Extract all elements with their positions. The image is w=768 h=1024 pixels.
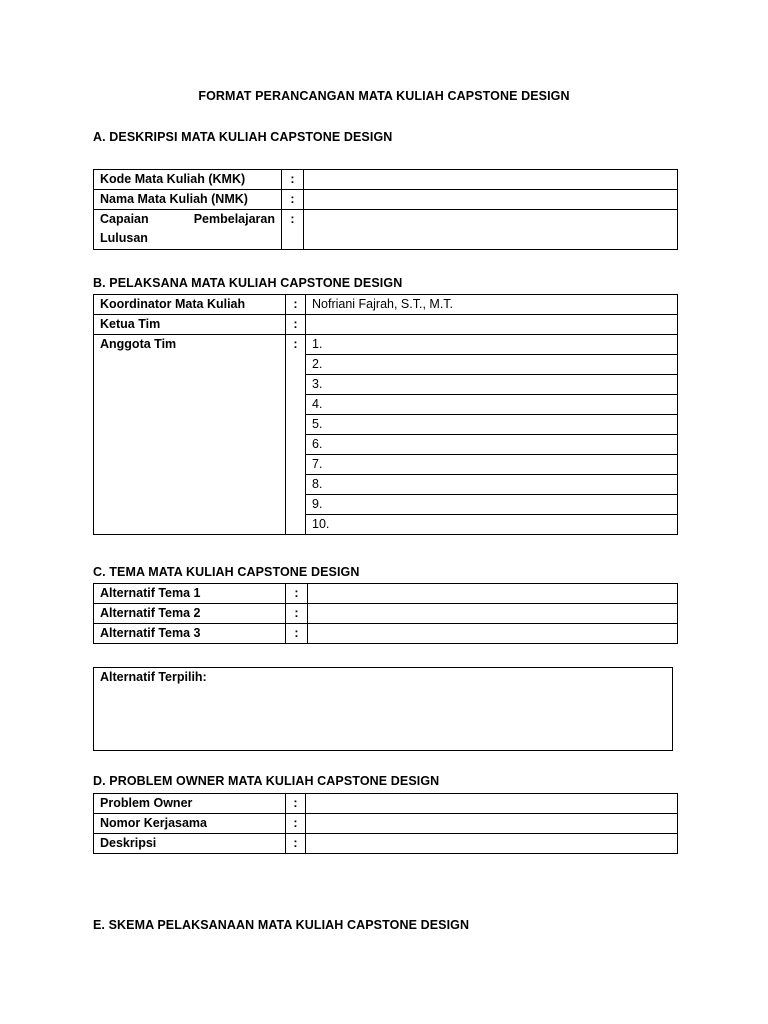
learning-outcomes-label-word2: Pembelajaran — [193, 212, 275, 226]
team-member-field-3[interactable]: 3. — [306, 375, 678, 395]
table-row — [94, 295, 678, 315]
table-row — [94, 190, 678, 210]
colon: : — [286, 794, 306, 814]
colon: : — [282, 190, 304, 210]
theme-1-label: Alternatif Tema 1 — [94, 584, 286, 604]
table-row — [94, 210, 678, 250]
colon: : — [282, 210, 304, 250]
theme-table — [93, 583, 678, 644]
team-member-field-2[interactable]: 2. — [306, 355, 678, 375]
learning-outcomes-label — [94, 210, 282, 250]
team-member-field-1[interactable]: 1. — [306, 335, 678, 355]
description-field[interactable] — [306, 834, 678, 854]
colon: : — [282, 170, 304, 190]
table-row — [94, 794, 678, 814]
team-members-label: Anggota Tim — [94, 335, 286, 535]
colon: : — [286, 584, 308, 604]
course-code-label: Kode Mata Kuliah (KMK) — [94, 170, 282, 190]
table-row — [94, 604, 678, 624]
section-b-heading: B. PELAKSANA MATA KULIAH CAPSTONE DESIGN — [93, 276, 403, 290]
page-title: FORMAT PERANCANGAN MATA KULIAH CAPSTONE DESIGN — [198, 89, 570, 103]
team-member-field-4[interactable]: 4. — [306, 395, 678, 415]
table-row — [94, 170, 678, 190]
agreement-number-field[interactable] — [306, 814, 678, 834]
problem-owner-table — [93, 793, 678, 854]
coordinator-label: Koordinator Mata Kuliah — [94, 295, 286, 315]
course-name-label: Nama Mata Kuliah (NMK) — [94, 190, 282, 210]
chosen-theme-field[interactable] — [93, 667, 673, 751]
table-row — [94, 315, 678, 335]
team-leader-label: Ketua Tim — [94, 315, 286, 335]
problem-owner-field[interactable] — [306, 794, 678, 814]
section-a-heading: A. DESKRIPSI MATA KULIAH CAPSTONE DESIGN — [93, 130, 393, 144]
colon: : — [286, 295, 306, 315]
learning-outcomes-label-word1: Capaian — [100, 212, 149, 226]
agreement-number-label: Nomor Kerjasama — [94, 814, 286, 834]
theme-2-field[interactable] — [308, 604, 678, 624]
theme-3-label: Alternatif Tema 3 — [94, 624, 286, 644]
learning-outcomes-field[interactable] — [304, 210, 678, 250]
table-row — [94, 335, 678, 355]
table-row — [94, 814, 678, 834]
chosen-theme-label: Alternatif Terpilih: — [100, 670, 207, 684]
colon: : — [286, 335, 306, 535]
description-label: Deskripsi — [94, 834, 286, 854]
colon: : — [286, 604, 308, 624]
team-member-field-5[interactable]: 5. — [306, 415, 678, 435]
theme-1-field[interactable] — [308, 584, 678, 604]
course-code-field[interactable] — [304, 170, 678, 190]
problem-owner-label: Problem Owner — [94, 794, 286, 814]
section-d-heading: D. PROBLEM OWNER MATA KULIAH CAPSTONE DESIGN — [93, 774, 440, 788]
team-member-field-6[interactable]: 6. — [306, 435, 678, 455]
team-member-field-10[interactable]: 10. — [306, 515, 678, 535]
theme-3-field[interactable] — [308, 624, 678, 644]
team-member-field-9[interactable]: 9. — [306, 495, 678, 515]
table-row — [94, 624, 678, 644]
colon: : — [286, 315, 306, 335]
table-row — [94, 584, 678, 604]
course-description-table — [93, 169, 678, 250]
colon: : — [286, 624, 308, 644]
section-c-heading: C. TEMA MATA KULIAH CAPSTONE DESIGN — [93, 565, 360, 579]
colon: : — [286, 834, 306, 854]
theme-2-label: Alternatif Tema 2 — [94, 604, 286, 624]
table-row — [94, 834, 678, 854]
coordinator-field[interactable]: Nofriani Fajrah, S.T., M.T. — [306, 295, 678, 315]
team-member-field-8[interactable]: 8. — [306, 475, 678, 495]
colon: : — [286, 814, 306, 834]
learning-outcomes-label-line2: Lulusan — [100, 231, 148, 245]
team-member-field-7[interactable]: 7. — [306, 455, 678, 475]
course-team-table — [93, 294, 678, 535]
section-e-heading: E. SKEMA PELAKSANAAN MATA KULIAH CAPSTONE DESIGN — [93, 918, 470, 932]
team-leader-field[interactable] — [306, 315, 678, 335]
course-name-field[interactable] — [304, 190, 678, 210]
